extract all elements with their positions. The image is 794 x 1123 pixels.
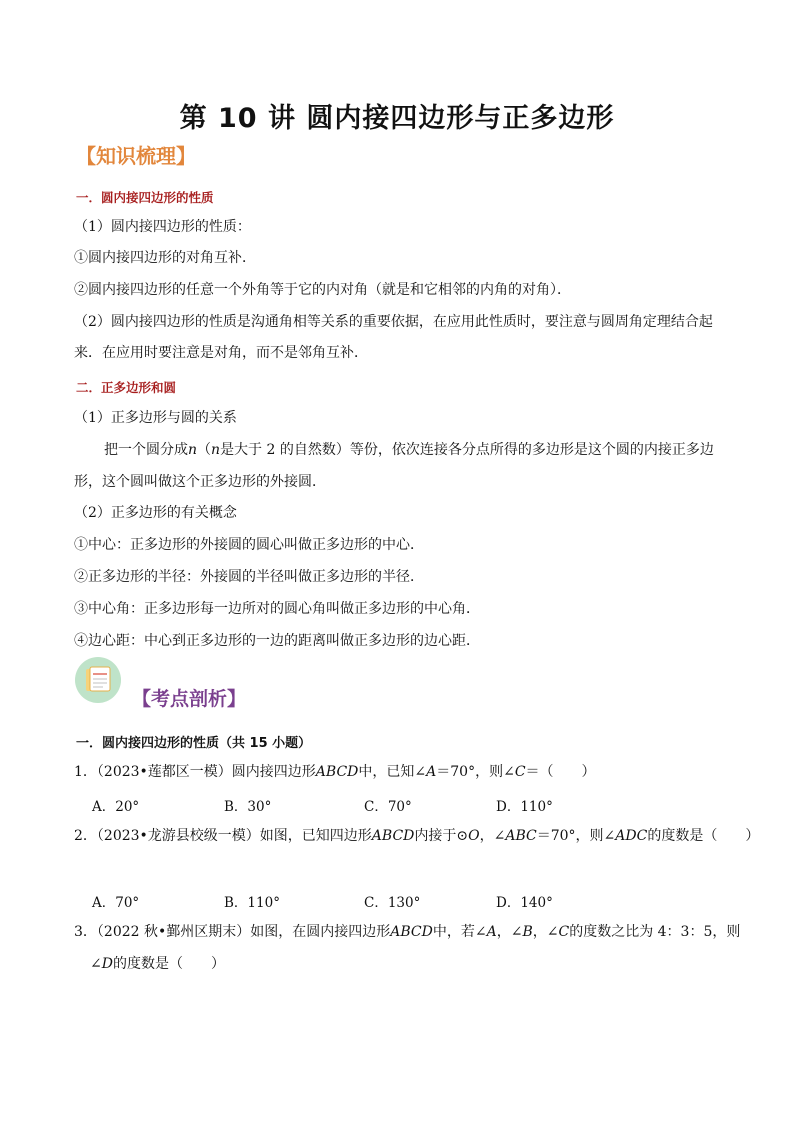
section2-p3: （2）正多边形的有关概念	[74, 505, 237, 521]
var: ABCD	[371, 828, 415, 844]
var: D	[101, 956, 113, 972]
section1-p4b: 来．在应用时要注意是对角，而不是邻角互补．	[74, 345, 368, 361]
page-title: 第 10 讲 圆内接四边形与正多边形	[179, 103, 615, 134]
var: B	[522, 924, 533, 940]
text: ，∠	[496, 924, 523, 940]
text: 把一个圆分成	[104, 442, 188, 458]
question-2	[74, 826, 760, 846]
section2-heading: 二．正多边形和圆	[76, 380, 177, 395]
text: 是大于 2 的自然数）等份，依次连接各分点所得的多边形是这个圆的内接正多边	[220, 442, 714, 458]
var: ABCD	[315, 764, 359, 780]
var: ADC	[615, 828, 648, 844]
section2-p2b: 形，这个圆叫做这个正多边形的外接圆．	[74, 474, 326, 490]
var: ABCD	[390, 924, 433, 940]
section2-p1: （1）正多边形与圆的关系	[74, 410, 237, 426]
section2-p5: ②正多边形的半径：外接圆的半径叫做正多边形的半径．	[74, 569, 424, 585]
topic1-heading: 一．圆内接四边形的性质（共 15 小题）	[76, 736, 312, 751]
var: C	[558, 924, 570, 940]
section2-p6: ③中心角：正多边形每一边所对的圆心角叫做正多边形的中心角．	[74, 601, 480, 617]
section1-heading: 一．圆内接四边形的性质	[76, 190, 214, 205]
text: 2．（2023•龙游县校级一模）如图，已知四边形	[74, 828, 372, 844]
var: ABC	[505, 828, 537, 844]
var-n: n	[188, 442, 198, 458]
text: （	[197, 442, 212, 458]
text: 中，已知∠	[358, 764, 427, 780]
q1-option-a: A．20°	[92, 799, 140, 815]
notebook-icon	[74, 656, 122, 704]
section1-p3: ②圆内接四边形的任意一个外角等于它的内对角（就是和它相邻的内角的对角）．	[74, 282, 571, 298]
text: 的度数是（ ）	[647, 828, 760, 844]
text: ＝70°，则∠	[536, 828, 616, 844]
section1-p2: ①圆内接四边形的对角互补．	[74, 250, 256, 266]
var: A	[486, 924, 497, 940]
q1-option-b: B．30°	[224, 799, 272, 815]
q2-option-a: A．70°	[92, 895, 140, 911]
q2-option-b: B．110°	[224, 895, 280, 911]
section2-p7: ④边心距：中心到正多边形的一边的距离叫做正多边形的边心距．	[74, 633, 480, 649]
text: 3．（2022 秋•鄞州区期末）如图，在圆内接四边形	[74, 924, 391, 940]
text: ，∠	[532, 924, 559, 940]
q1-option-c: C．70°	[364, 799, 412, 815]
section2-p4: ①中心：正多边形的外接圆的圆心叫做正多边形的中心．	[74, 537, 424, 553]
text: 的度数之比为 4：3：5，则	[569, 924, 741, 940]
text: ＝70°，则∠	[436, 764, 515, 780]
section1-p4a: （2）圆内接四边形的性质是沟通角相等关系的重要依据，在应用此性质时，要注意与圆周角定理结合起	[74, 314, 713, 330]
text: 中，若∠	[432, 924, 487, 940]
text: ∠	[90, 956, 102, 972]
knowledge-banner: 【知识梳理】	[76, 144, 196, 168]
text: 内接于⊙	[414, 828, 469, 844]
section2-p2a	[104, 440, 754, 460]
section1-p1: （1）圆内接四边形的性质：	[74, 219, 251, 235]
question-1	[74, 762, 724, 782]
text: ，∠	[479, 828, 506, 844]
var: O	[468, 828, 480, 844]
text: 的度数是（ ）	[112, 956, 225, 972]
q1-option-d: D．110°	[496, 799, 553, 815]
question-3	[74, 922, 741, 942]
q2-option-d: D．140°	[496, 895, 553, 911]
analysis-banner: 【考点剖析】	[132, 688, 247, 710]
var: A	[426, 764, 437, 780]
text: ＝（ ）	[525, 764, 596, 780]
var-n: n	[211, 442, 221, 458]
var: C	[514, 764, 526, 780]
text: 1．（2023•莲都区一模）圆内接四边形	[74, 764, 316, 780]
question-3-line2	[90, 954, 740, 974]
q2-option-c: C．130°	[364, 895, 421, 911]
